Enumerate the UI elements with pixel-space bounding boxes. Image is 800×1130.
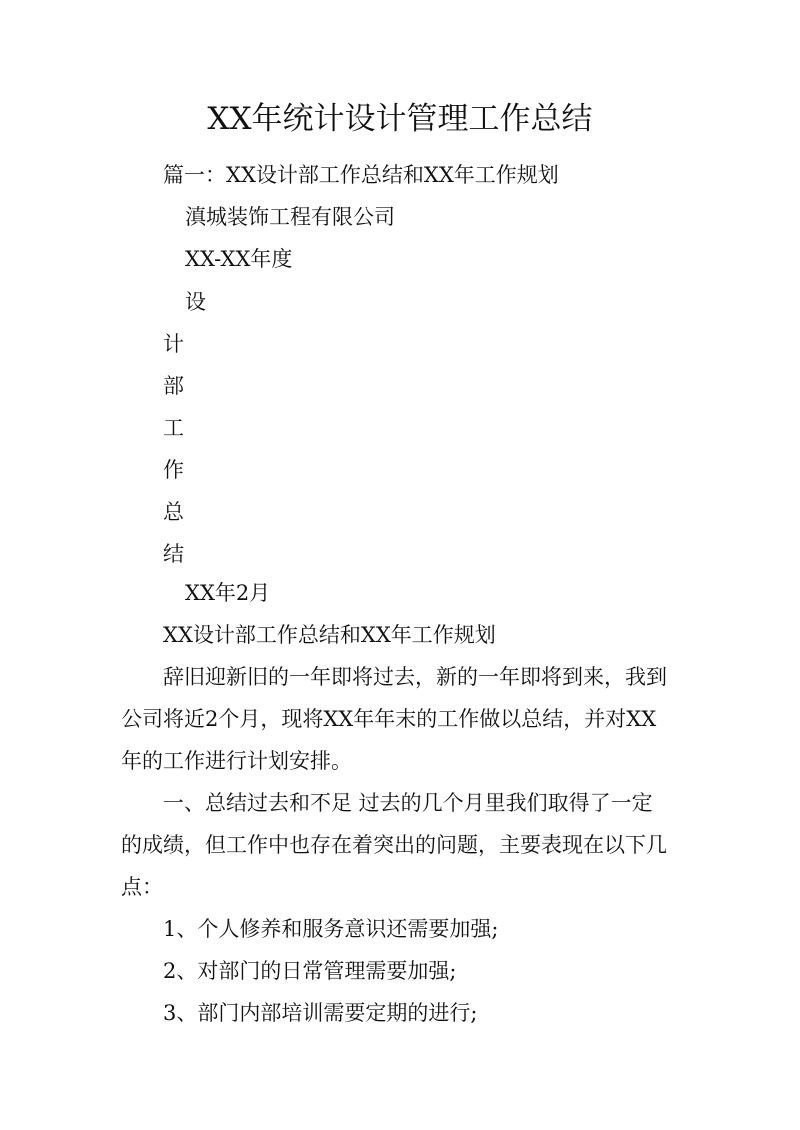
document-title: XX年统计设计管理工作总结 bbox=[207, 101, 593, 137]
list-item: 1、个人修养和服务意识还需要加强; bbox=[163, 917, 499, 941]
paragraph-line: 辞旧迎新旧的一年即将过去，新的一年即将到来，我到 bbox=[163, 665, 667, 689]
paragraph-line: 一、总结过去和不足 过去的几个月里我们取得了一定 bbox=[163, 791, 653, 815]
list-item: 2、对部门的日常管理需要加强; bbox=[163, 959, 457, 983]
section-heading: 篇一：XX设计部工作总结和XX年工作规划 bbox=[163, 163, 559, 187]
paragraph-line: 点： bbox=[121, 875, 163, 899]
vertical-title-char: 部 bbox=[163, 374, 184, 398]
company-name: 滇城装饰工程有限公司 bbox=[185, 205, 395, 229]
report-date: XX年2月 bbox=[185, 581, 271, 605]
paragraph-line: 年的工作进行计划安排。 bbox=[121, 749, 352, 773]
vertical-title-char: 设 bbox=[185, 290, 206, 314]
subtitle: XX设计部工作总结和XX年工作规划 bbox=[163, 623, 496, 647]
vertical-title-char: 工 bbox=[163, 416, 184, 440]
vertical-title-char: 总 bbox=[163, 500, 184, 524]
list-item: 3、部门内部培训需要定期的进行; bbox=[163, 1001, 478, 1025]
report-period: XX-XX年度 bbox=[185, 247, 293, 271]
vertical-title-char: 计 bbox=[163, 332, 184, 356]
vertical-title-char: 作 bbox=[163, 458, 184, 482]
paragraph-line: 的成绩，但工作中也存在着突出的问题，主要表现在以下几 bbox=[121, 833, 667, 857]
paragraph-line: 公司将近2个月，现将XX年年末的工作做以总结，并对XX bbox=[121, 707, 657, 731]
vertical-title-char: 结 bbox=[163, 542, 184, 566]
